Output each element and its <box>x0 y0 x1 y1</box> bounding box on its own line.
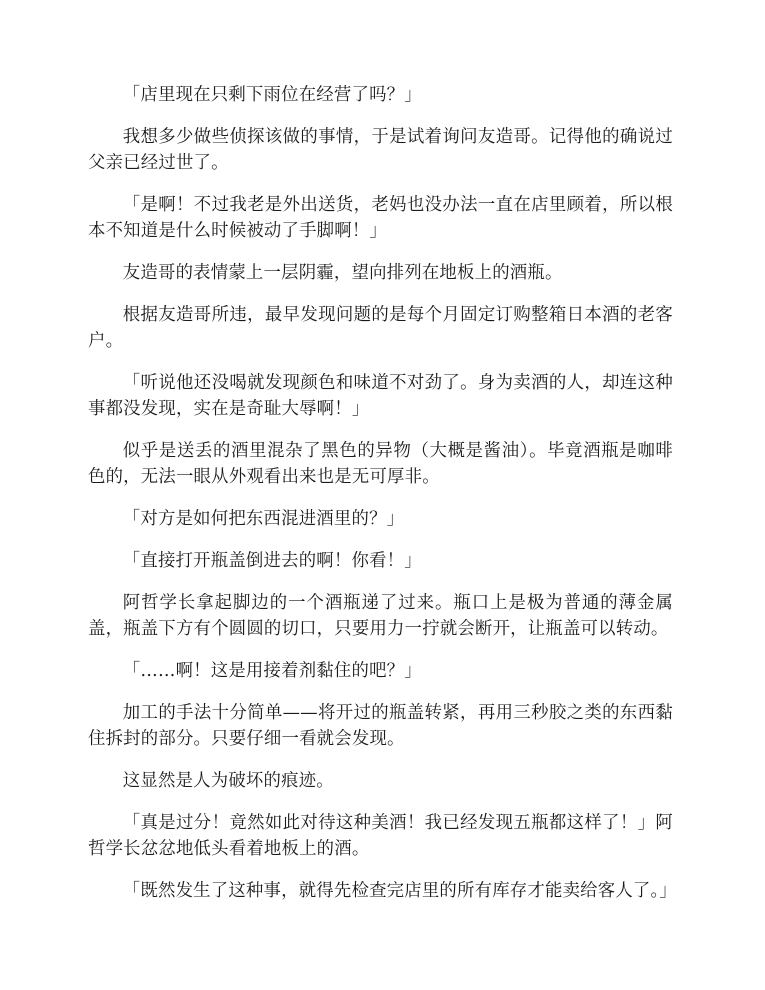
paragraph-2: 我想多少做些侦探该做的事情，于是试着询问友造哥。记得他的确说过父亲已经过世了。 <box>88 127 673 173</box>
paragraph-7: 似乎是送丢的酒里混杂了黑色的异物（大概是酱油）。毕竟酒瓶是咖啡色的，无法一眼从外观看出来也是无可厚非。 <box>88 441 673 487</box>
paragraph-11: 「……啊！这是用接着剂黏住的吧？」 <box>122 661 422 681</box>
paragraph-3: 「是啊！不过我老是外出送货，老妈也没办法一直在店里顾着，所以根本不知道是什么时候被动了手脚啊！」 <box>88 195 673 241</box>
paragraph-10: 阿哲学长拿起脚边的一个酒瓶递了过来。瓶口上是极为普通的薄金属盖，瓶盖下方有个圆圆的切口，只要用力一拧就会断开，让瓶盖可以转动。 <box>88 593 673 639</box>
paragraph-15: 「既然发生了这种事，就得先检查完店里的所有库存才能卖给客人了。」 <box>122 881 678 901</box>
paragraph-8: 「对方是如何把东西混进酒里的？」 <box>122 509 405 529</box>
paragraph-14: 「真是过分！竟然如此对待这种美酒！我已经发现五瓶都这样了！」阿哲学长忿忿地低头看着地板上的酒。 <box>88 813 673 859</box>
paragraph-6: 「听说他还没喝就发现颜色和味道不对劲了。身为卖酒的人，却连这种事都没发现，实在是奇耻大辱啊！」 <box>88 373 673 419</box>
book-page <box>88 82 678 920</box>
paragraph-12: 加工的手法十分简单——将开过的瓶盖转紧，再用三秒胶之类的东西黏住拆封的部分。只要仔细一看就会发现。 <box>88 703 673 749</box>
paragraph-9: 「直接打开瓶盖倒进去的啊！你看！」 <box>122 551 422 571</box>
paragraph-1: 「店里现在只剩下雨位在经营了吗？」 <box>122 85 422 105</box>
paragraph-4: 友造哥的表情蒙上一层阴霾，望向排列在地板上的酒瓶。 <box>122 263 563 283</box>
paragraph-5: 根据友造哥所违，最早发现问题的是每个月固定订购整箱日本酒的老客户。 <box>88 305 673 351</box>
paragraph-13: 这显然是人为破坏的痕迹。 <box>122 771 334 791</box>
